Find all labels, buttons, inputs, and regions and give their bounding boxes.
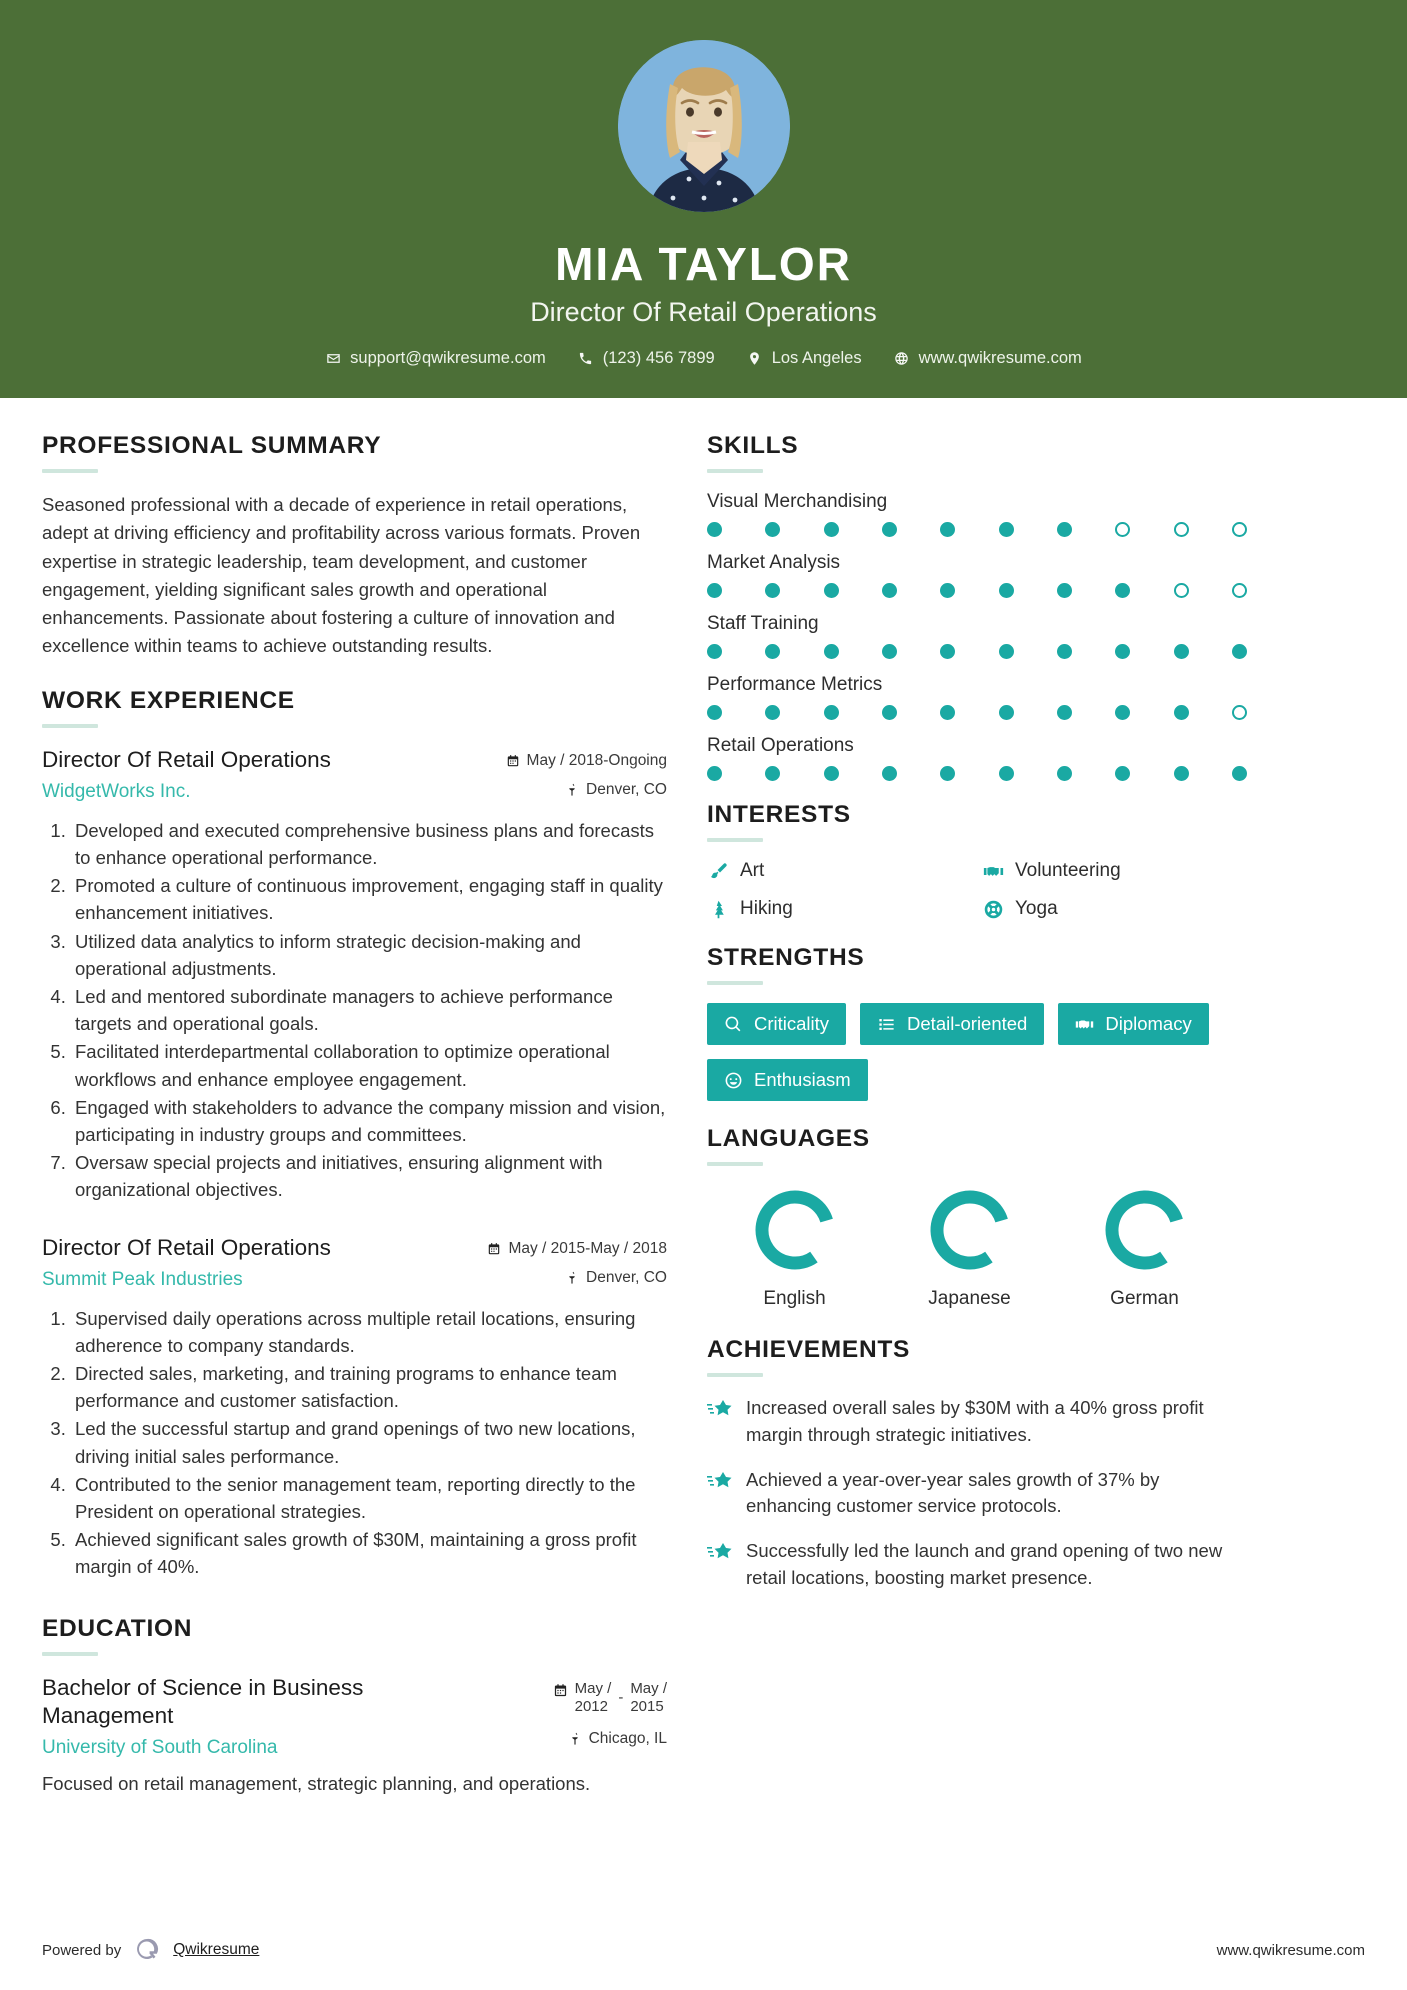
section-interests [707, 801, 1247, 920]
strength-chip-diplomacy [1058, 1003, 1208, 1045]
strengths-list [707, 1003, 1247, 1101]
strength-label: Diplomacy [1105, 1013, 1192, 1034]
achievement-text: Increased overall sales by $30M with a 40% gross profit margin through strategic initiatives. [746, 1397, 1204, 1445]
skill-dot-filled [765, 644, 780, 659]
skill-dot-filled [940, 766, 955, 781]
skill-label: Staff Training [707, 613, 819, 634]
education-end-year: 2015 [630, 1697, 664, 1715]
work-meta [477, 746, 667, 799]
strength-chip-detail-oriented [860, 1003, 1044, 1045]
skill-dot-filled [999, 583, 1014, 598]
skill-label: Performance Metrics [707, 674, 883, 695]
skill-dot-filled [1057, 522, 1072, 537]
skill-dot-filled [940, 644, 955, 659]
section-underline [707, 1373, 763, 1377]
section-title-summary: PROFESSIONAL SUMMARY [42, 432, 382, 459]
skill-rating [707, 583, 1247, 598]
work-bullet: 4. Led and mentored subordinate managers to achieve performance targets and operational goals. [71, 983, 667, 1037]
skill-dot-filled [824, 705, 839, 720]
pin-icon [565, 783, 579, 797]
skill-dot-filled [707, 644, 722, 659]
skill-dot-filled [882, 705, 897, 720]
calendar-icon [553, 1683, 568, 1698]
resume-footer [0, 1918, 1407, 1990]
right-column [707, 432, 1247, 1904]
interests-grid [707, 860, 1247, 920]
language-label: German [1110, 1288, 1179, 1309]
education-degree: Bachelor of Science in Business Management [42, 1674, 364, 1728]
section-title-education: EDUCATION [42, 1614, 193, 1642]
section-work-experience [42, 687, 667, 1581]
skill-dot-filled [999, 644, 1014, 659]
section-title-skills: SKILLS [707, 432, 799, 459]
skill-dot-filled [882, 583, 897, 598]
language-item [707, 1184, 882, 1310]
phone-icon [578, 351, 594, 367]
skill-dot-filled [940, 705, 955, 720]
skill-item [707, 491, 1247, 537]
language-label: Japanese [928, 1288, 1011, 1309]
education-end-month: May / [630, 1679, 667, 1697]
skill-dot-filled [999, 766, 1014, 781]
skill-dot-filled [1115, 705, 1130, 720]
work-bullet: 7. Oversaw special projects and initiatives, ensuring alignment with organizational objectives. [71, 1149, 667, 1203]
pin-icon [565, 1271, 579, 1285]
interest-item [707, 860, 972, 882]
skill-dot-filled [1115, 766, 1130, 781]
work-bullet: 2. Directed sales, marketing, and training programs to enhance team performance and customer satisfaction. [71, 1360, 667, 1414]
contact-email-text: support@qwikresume.com [350, 349, 546, 368]
skill-dot-filled [707, 766, 722, 781]
language-item [1057, 1184, 1232, 1310]
skill-dot-empty [1232, 522, 1247, 537]
section-languages [707, 1125, 1247, 1310]
education-meta [477, 1674, 667, 1749]
work-meta [477, 1234, 667, 1287]
work-entry [42, 1234, 667, 1581]
skill-dot-filled [1115, 583, 1130, 598]
skill-rating [707, 766, 1247, 781]
envelope-icon [325, 351, 341, 367]
resume-body [0, 398, 1407, 1904]
section-underline [707, 838, 763, 842]
work-dates-text: May / 2015-May / 2018 [508, 1239, 667, 1257]
contact-location [731, 349, 878, 368]
education-start-year: 2012 [574, 1697, 608, 1715]
work-bullet: 3. Led the successful startup and grand openings of two new locations, driving initial sales performance. [71, 1415, 667, 1469]
skill-dot-empty [1232, 705, 1247, 720]
strength-label: Enthusiasm [754, 1069, 851, 1090]
section-underline [707, 981, 763, 985]
work-bullet: 2. Promoted a culture of continuous improvement, engaging staff in quality enhancement initiatives. [71, 872, 667, 926]
skill-dot-filled [1174, 705, 1189, 720]
work-role: Director Of Retail Operations [42, 746, 331, 772]
education-end-date [630, 1680, 667, 1717]
achievement-text: Successfully led the launch and grand opening of two new retail locations, boosting market presence. [746, 1540, 1223, 1589]
skill-dot-filled [765, 583, 780, 598]
skill-rating [707, 705, 1247, 720]
handshake-icon [1075, 1015, 1094, 1034]
skill-rating [707, 522, 1247, 537]
skill-dot-filled [940, 583, 955, 598]
education-location [477, 1730, 667, 1748]
star-badge-icon [707, 1395, 733, 1427]
work-role: Director Of Retail Operations [42, 1234, 331, 1260]
skill-dot-filled [999, 522, 1014, 537]
skill-dot-filled [1057, 644, 1072, 659]
skill-dot-filled [824, 766, 839, 781]
education-dates [477, 1680, 667, 1717]
skill-dot-filled [999, 705, 1014, 720]
work-bullet: 4. Contributed to the senior management team, reporting directly to the President on operational strategies. [71, 1471, 667, 1525]
qwikresume-logo-icon [133, 1936, 161, 1964]
contact-location-text: Los Angeles [771, 349, 862, 368]
skill-dot-empty [1174, 522, 1189, 537]
interest-item [982, 898, 1247, 920]
map-pin-icon [747, 351, 763, 367]
contact-website-text: www.qwikresume.com [918, 349, 1082, 368]
skill-item [707, 674, 1247, 720]
education-entry [42, 1674, 667, 1759]
language-item [882, 1184, 1057, 1310]
achievement-item [707, 1538, 1247, 1592]
skill-dot-filled [882, 766, 897, 781]
footer-site-url[interactable]: www.qwikresume.com [1216, 1941, 1365, 1959]
work-entry [42, 746, 667, 1204]
calendar-icon [506, 754, 520, 768]
skill-item [707, 613, 1247, 659]
interest-label: Yoga [1015, 898, 1058, 919]
strength-chip-criticality [707, 1003, 846, 1045]
education-school: University of South Carolina [42, 1736, 278, 1758]
skill-dot-filled [707, 705, 722, 720]
interest-label: Volunteering [1015, 860, 1121, 881]
skill-dot-filled [765, 766, 780, 781]
section-title-interests: INTERESTS [707, 801, 851, 828]
section-achievements [707, 1336, 1247, 1592]
work-location-text: Denver, CO [586, 780, 667, 798]
skill-dot-filled [1057, 766, 1072, 781]
skill-dot-filled [1174, 644, 1189, 659]
full-name: MIA TAYLOR [555, 238, 852, 290]
skill-dot-filled [707, 583, 722, 598]
section-strengths [707, 944, 1247, 1101]
skills-list [707, 491, 1247, 781]
achievement-item [707, 1395, 1247, 1449]
skill-dot-filled [824, 522, 839, 537]
language-donut [1099, 1184, 1191, 1276]
skill-item [707, 735, 1247, 781]
skill-dot-filled [1057, 583, 1072, 598]
section-skills [707, 432, 1247, 781]
work-dates [477, 1240, 667, 1258]
paintbrush-icon [707, 860, 729, 882]
work-bullet: 6. Engaged with stakeholders to advance the company mission and vision, participating in industry groups and committees. [71, 1094, 667, 1148]
calendar-icon [487, 1242, 501, 1256]
skill-dot-filled [882, 644, 897, 659]
job-title: Director Of Retail Operations [530, 297, 877, 328]
contact-website[interactable] [878, 349, 1098, 368]
section-underline [707, 469, 763, 473]
achievement-text: Achieved a year-over-year sales growth of 37% by enhancing customer service protocols. [746, 1468, 1160, 1517]
work-location [477, 781, 667, 799]
skill-dot-filled [1174, 766, 1189, 781]
star-badge-icon [707, 1467, 733, 1499]
languages-list [707, 1184, 1247, 1310]
skill-dot-filled [824, 644, 839, 659]
skill-dot-empty [1174, 583, 1189, 598]
section-title-languages: LANGUAGES [707, 1125, 870, 1152]
skill-dot-filled [1232, 644, 1247, 659]
education-date-separator: - [618, 1688, 624, 1706]
strength-label: Criticality [754, 1013, 830, 1034]
skill-dot-filled [882, 522, 897, 537]
section-education [42, 1615, 667, 1798]
work-bullets [42, 1305, 667, 1581]
search-icon [724, 1015, 743, 1034]
education-description: Focused on retail management, strategic planning, and operations. [42, 1772, 591, 1794]
powered-by-label: Powered by [42, 1941, 122, 1959]
skill-dot-filled [765, 705, 780, 720]
lifebuoy-icon [982, 898, 1004, 920]
qwikresume-link[interactable]: Qwikresume [173, 1941, 260, 1958]
contact-email[interactable] [309, 349, 562, 368]
section-title-strengths: STRENGTHS [707, 944, 865, 971]
skill-dot-filled [1232, 766, 1247, 781]
interest-label: Art [740, 860, 765, 881]
education-location-text: Chicago, IL [588, 1730, 667, 1748]
work-bullet: 5. Achieved significant sales growth of $30M, maintaining a gross profit margin of 40%. [71, 1526, 667, 1580]
work-location-text: Denver, CO [586, 1268, 667, 1286]
summary-text: Seasoned professional with a decade of experience in retail operations, adept at driving efficiency and profitability across various formats. Proven expertise in strategic leadership, team development, and customer engagement, yielding significant sales growth and operational enhancements. Passionate about fostering a culture of innovation and excellence within teams to achieve outstanding results. [42, 494, 641, 657]
work-dates-text: May / 2018-Ongoing [526, 751, 667, 769]
skill-dot-filled [765, 522, 780, 537]
education-start-date [575, 1680, 612, 1717]
skill-label: Retail Operations [707, 735, 854, 756]
skill-dot-empty [1115, 522, 1130, 537]
interest-label: Hiking [740, 898, 793, 919]
smiley-icon [724, 1071, 743, 1090]
skill-dot-filled [940, 522, 955, 537]
skill-rating [707, 644, 1247, 659]
globe-icon [894, 351, 910, 367]
education-start-month: May / [574, 1679, 612, 1697]
skill-dot-filled [1115, 644, 1130, 659]
section-professional-summary [42, 432, 667, 661]
star-badge-icon [707, 1538, 733, 1570]
language-donut [924, 1184, 1016, 1276]
contact-row [309, 349, 1098, 368]
pin-icon [568, 1732, 582, 1746]
contact-phone-text: (123) 456 7899 [602, 349, 715, 368]
section-title-achievements: ACHIEVEMENTS [707, 1336, 911, 1363]
skill-dot-filled [1057, 705, 1072, 720]
powered-by-block [42, 1936, 259, 1964]
strength-label: Detail-oriented [907, 1013, 1028, 1034]
interest-item [982, 860, 1247, 882]
section-title-work: WORK EXPERIENCE [42, 686, 295, 714]
skill-label: Visual Merchandising [707, 491, 888, 512]
work-bullet: 1. Supervised daily operations across multiple retail locations, ensuring adherence to company standards. [71, 1305, 667, 1359]
avatar [618, 40, 790, 212]
interest-item [707, 898, 972, 920]
language-donut [749, 1184, 841, 1276]
tree-icon [707, 898, 729, 920]
achievement-item [707, 1467, 1247, 1521]
work-bullet: 1. Developed and executed comprehensive business plans and forecasts to enhance operational performance. [71, 817, 667, 871]
work-bullet: 3. Utilized data analytics to inform strategic decision-making and operational adjustments. [71, 928, 667, 982]
strength-chip-enthusiasm [707, 1059, 868, 1101]
list-icon [877, 1015, 896, 1034]
section-underline [707, 1162, 763, 1166]
work-company: Summit Peak Industries [42, 1268, 243, 1290]
work-bullets [42, 817, 667, 1204]
left-column [42, 432, 667, 1904]
skill-item [707, 552, 1247, 598]
skill-label: Market Analysis [707, 552, 841, 573]
work-company: WidgetWorks Inc. [42, 780, 191, 802]
language-label: English [763, 1288, 826, 1309]
section-underline [42, 724, 98, 728]
work-bullet: 5. Facilitated interdepartmental collaboration to optimize operational workflows and enhance employee engagement. [71, 1038, 667, 1092]
section-underline [42, 1652, 98, 1656]
work-location [477, 1269, 667, 1287]
handshake-icon [982, 860, 1004, 882]
work-dates [477, 752, 667, 770]
skill-dot-filled [824, 583, 839, 598]
resume-header [0, 0, 1407, 398]
contact-phone[interactable] [562, 349, 731, 368]
skill-dot-filled [707, 522, 722, 537]
skill-dot-empty [1232, 583, 1247, 598]
section-underline [42, 469, 98, 473]
